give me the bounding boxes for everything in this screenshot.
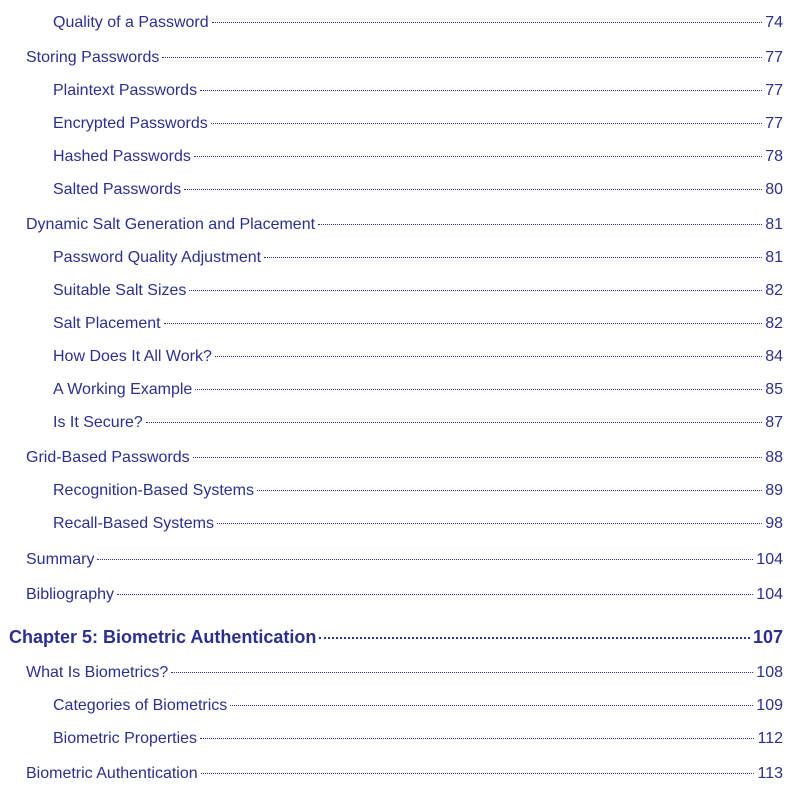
dot-leader <box>217 523 762 524</box>
toc-entry-page: 77 <box>765 49 783 66</box>
dot-leader <box>318 224 762 225</box>
toc-entry[interactable] <box>53 513 783 535</box>
dot-leader <box>164 323 763 324</box>
toc-entry-title: Storing Passwords <box>26 49 160 66</box>
toc-entry-page: 81 <box>765 249 783 266</box>
toc-entry[interactable] <box>53 280 783 302</box>
dot-leader <box>211 123 762 124</box>
dot-leader <box>193 457 763 458</box>
toc-entry[interactable] <box>53 412 783 434</box>
toc-entry-page: 104 <box>756 586 783 603</box>
toc-entry-page: 88 <box>765 449 783 466</box>
toc-entry-title: A Working Example <box>53 381 193 398</box>
toc-entry-title: Biometric Authentication <box>26 765 198 782</box>
toc-entry-title: Dynamic Salt Generation and Placement <box>26 216 316 233</box>
toc-entry-title: Categories of Biometrics <box>53 697 228 714</box>
toc-chapter-title: Chapter 5: Biometric Authentication <box>9 627 317 647</box>
toc-entry-title: Encrypted Passwords <box>53 115 208 132</box>
dot-leader <box>194 156 762 157</box>
toc-entry-page: 108 <box>756 664 783 681</box>
toc-entry-title: Bibliography <box>26 586 115 603</box>
toc-entry-page: 87 <box>765 414 783 431</box>
toc-entry-page: 109 <box>756 697 783 714</box>
toc-entry-title: Hashed Passwords <box>53 148 191 165</box>
toc-entry-page: 113 <box>757 765 783 782</box>
toc-entry[interactable] <box>53 695 783 717</box>
toc-entry[interactable] <box>26 763 783 785</box>
dot-leader <box>230 705 753 706</box>
toc-entry-page: 112 <box>757 730 783 747</box>
toc-entry-title: How Does It All Work? <box>53 348 212 365</box>
toc-entry-title: Recall-Based Systems <box>53 515 214 532</box>
toc-entry[interactable] <box>26 447 783 469</box>
toc-entry-title: Salted Passwords <box>53 181 182 198</box>
toc-entry[interactable] <box>53 313 783 335</box>
toc-entry[interactable] <box>26 549 783 571</box>
toc-entry[interactable] <box>26 662 783 684</box>
toc-entry-page: 78 <box>765 148 783 165</box>
toc-entry-page: 82 <box>765 315 783 332</box>
toc-entry[interactable] <box>53 12 783 34</box>
toc-chapter-entry[interactable] <box>9 626 783 648</box>
dot-leader <box>319 637 750 639</box>
dot-leader <box>212 22 763 23</box>
toc-entry[interactable] <box>53 480 783 502</box>
toc-entry-page: 77 <box>765 82 783 99</box>
toc-entry-title: Suitable Salt Sizes <box>53 282 187 299</box>
toc-entry-title: Summary <box>26 551 95 568</box>
dot-leader <box>97 559 753 560</box>
toc-entry[interactable] <box>53 113 783 135</box>
toc-entry-page: 84 <box>765 348 783 365</box>
toc-entry-page: 74 <box>765 14 783 31</box>
toc-entry-page: 82 <box>765 282 783 299</box>
toc-entry[interactable] <box>26 584 783 606</box>
toc-entry[interactable] <box>26 47 783 69</box>
toc-entry-title: Quality of a Password <box>53 14 209 31</box>
dot-leader <box>195 389 762 390</box>
toc-entry[interactable] <box>53 179 783 201</box>
dot-leader <box>215 356 762 357</box>
toc-entry-title: Recognition-Based Systems <box>53 482 254 499</box>
toc-entry-page: 81 <box>765 216 783 233</box>
dot-leader <box>117 594 753 595</box>
toc-entry-page: 80 <box>765 181 783 198</box>
toc-entry-page: 98 <box>765 515 783 532</box>
toc-entry-title: Grid-Based Passwords <box>26 449 190 466</box>
toc-entry-title: Password Quality Adjustment <box>53 249 262 266</box>
toc-entry-title: Salt Placement <box>53 315 161 332</box>
dot-leader <box>189 290 762 291</box>
toc-entry-title: Is It Secure? <box>53 414 143 431</box>
dot-leader <box>184 189 762 190</box>
toc-entry-page: 89 <box>765 482 783 499</box>
dot-leader <box>257 490 762 491</box>
toc-entry[interactable] <box>53 247 783 269</box>
toc-entry[interactable] <box>53 346 783 368</box>
toc-entry[interactable] <box>26 214 783 236</box>
dot-leader <box>200 738 754 739</box>
dot-leader <box>162 57 762 58</box>
toc-chapter-page: 107 <box>752 627 783 647</box>
toc-entry[interactable] <box>53 728 783 750</box>
toc-entry-page: 85 <box>765 381 783 398</box>
dot-leader <box>201 773 755 774</box>
dot-leader <box>200 90 762 91</box>
toc-entry[interactable] <box>53 146 783 168</box>
dot-leader <box>264 257 762 258</box>
toc-entry-page: 104 <box>756 551 783 568</box>
toc-entry-title: What Is Biometrics? <box>26 664 169 681</box>
dot-leader <box>146 422 762 423</box>
toc-entry-title: Biometric Properties <box>53 730 198 747</box>
dot-leader <box>171 672 753 673</box>
toc-entry-page: 77 <box>765 115 783 132</box>
toc-entry-title: Plaintext Passwords <box>53 82 198 99</box>
toc-entry[interactable] <box>53 379 783 401</box>
toc-entry[interactable] <box>53 80 783 102</box>
